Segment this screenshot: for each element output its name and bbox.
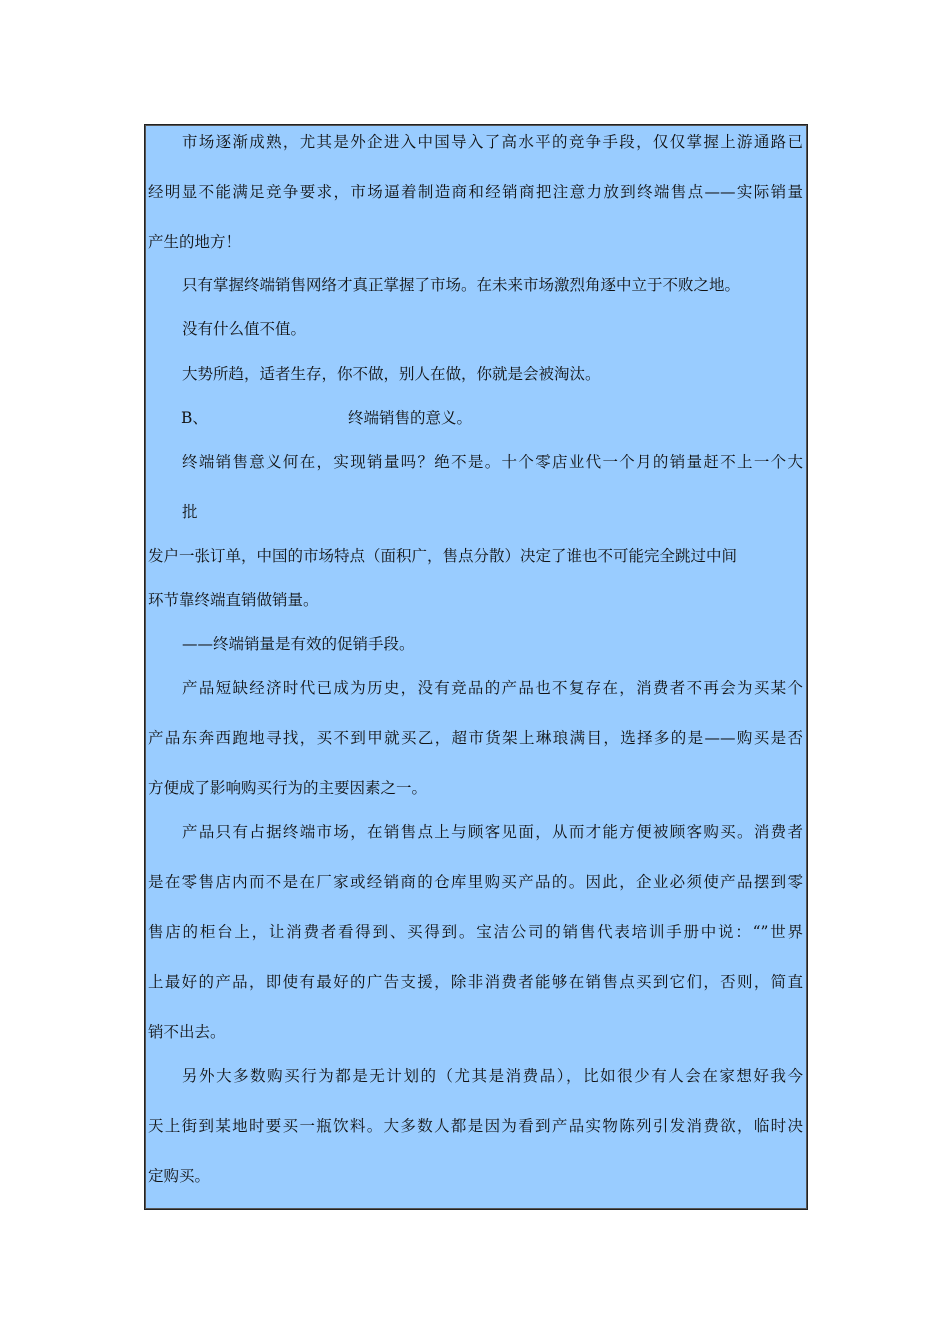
text-line: 只有掌握终端销售网络才真正掌握了市场。在未来市场激烈角逐中立于不败之地。 (182, 276, 741, 294)
text-line: 市场逐渐成熟，尤其是外企进入中国导入了高水平的竞争手段，仅仅掌握上游通路已 (182, 133, 803, 151)
content-box (144, 124, 808, 1210)
text-line: ——终端销量是有效的促销手段。 (182, 635, 415, 653)
text-line: 终端销售意义何在，实现销量吗？绝不是。十个零店业代一个月的销量赶不上一个大 (182, 453, 803, 471)
text-line: 没有什么值不值。 (182, 320, 307, 338)
text-line: 方便成了影响购买行为的主要因素之一。 (148, 779, 428, 797)
text-line: 环节靠终端直销做销量。 (148, 591, 319, 609)
section-b-title: 终端销售的意义。 (348, 409, 473, 427)
text-line: 产品短缺经济时代已成为历史，没有竞品的产品也不复存在，消费者不再会为买某个 (182, 679, 803, 697)
section-b-label: B、 (181, 409, 208, 427)
text-line: 发户一张订单，中国的市场特点（面积广，售点分散）决定了谁也不可能完全跳过中间 (148, 547, 738, 565)
text-line: 批 (182, 503, 198, 521)
text-line: 产品东奔西跑地寻找，买不到甲就买乙，超市货架上琳琅满目，选择多的是——购买是否 (148, 729, 803, 747)
text-line: 天上街到某地时要买一瓶饮料。大多数人都是因为看到产品实物陈列引发消费欲，临时决 (148, 1117, 803, 1135)
text-line: 另外大多数购买行为都是无计划的（尤其是消费品），比如很少有人会在家想好我今 (182, 1067, 803, 1085)
text-line: 定购买。 (148, 1167, 211, 1185)
text-line: 销不出去。 (148, 1023, 226, 1041)
text-line: 经明显不能满足竞争要求，市场逼着制造商和经销商把注意力放到终端售点——实际销量 (148, 183, 803, 201)
text-line: 大势所趋，适者生存，你不做，别人在做，你就是会被淘汰。 (182, 365, 601, 383)
text-line: 产生的地方！ (148, 233, 242, 251)
text-line: 上最好的产品，即使有最好的广告支援，除非消费者能够在销售点买到它们，否则，简直 (148, 973, 803, 991)
text-line: 产品只有占据终端市场，在销售点上与顾客见面，从而才能方便被顾客购买。消费者 (182, 823, 803, 841)
text-line: 售店的柜台上，让消费者看得到、买得到。宝洁公司的销售代表培训手册中说：“”世界 (148, 923, 803, 941)
text-line: 是在零售店内而不是在厂家或经销商的仓库里购买产品的。因此，企业必须使产品摆到零 (148, 873, 803, 891)
